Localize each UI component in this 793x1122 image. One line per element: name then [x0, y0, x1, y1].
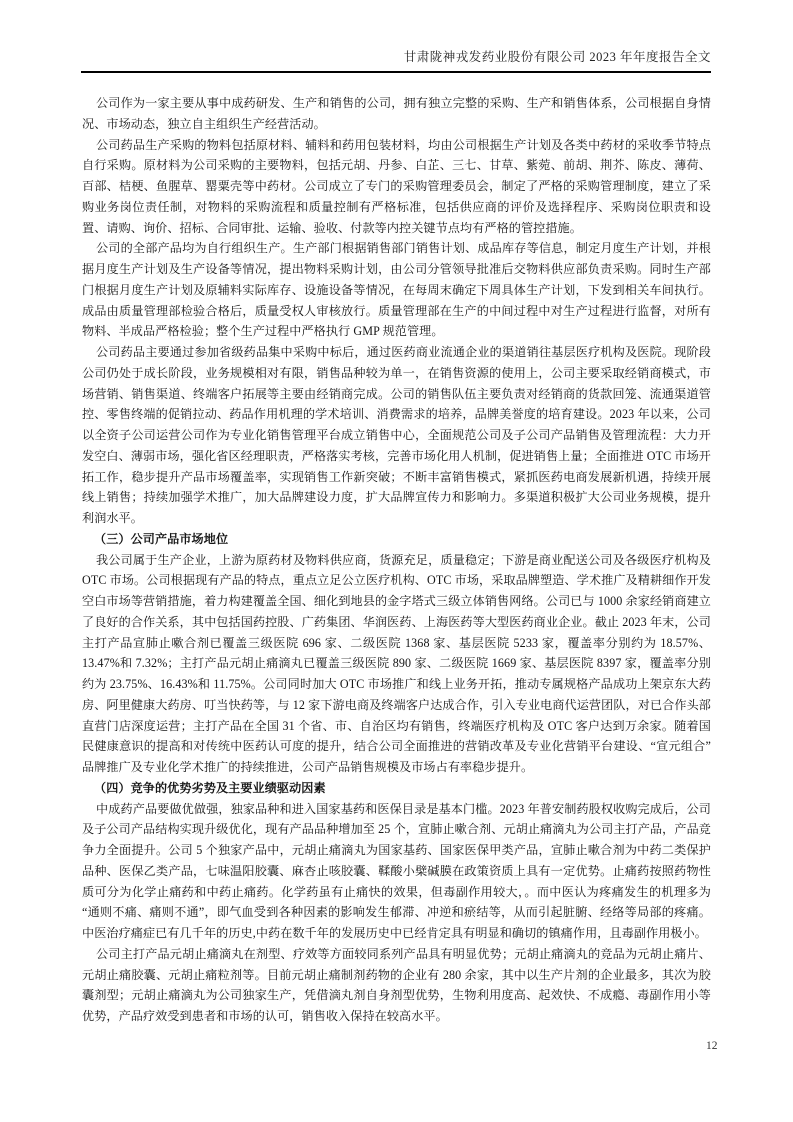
paragraph-competitive-advantages: 中成药产品要做优做强，独家品种和进入国家基药和医保目录是基本门槛。2023 年普安制药股权收购完成后，公司及子公司产品结构实现升级优化，现有产品品种增加至 25 个，宣肺止嗽合剂、元胡止痛滴丸为公司主打产品，产品竞争力全面提升。公司 5 个独家产品中，元胡止痛滴丸为国家基药、国家医保甲类产品，宣肺止嗽合剂为中药二类保护品种、医保乙类产品，七味温阳胶囊、麻杏止咳胶囊、鞣酸小檗碱膜在政策资质上具有一定优势。止痛药按照药物性质可分为化学止痛药和中药止痛药。化学药虽有止痛快的效果，但毒副作用较大，。而中医认为疼痛发生的机理多为“通则不痛、痛则不通”，即气血受到各种因素的影响发生郁滞、冲逆和瘀结等，从而引起脏腑、经络等局部的疼痛。中医治疗痛症已有几千年的历史,中药在数千年的发展历史中已经肯定具有明显和确切的镇痛作用，且毒副作用极小。 — [82, 801, 711, 940]
section-heading-market-position: （三）公司产品市场地位 — [94, 531, 229, 546]
paragraph-business-overview: 公司作为一家主要从事中成药研发、生产和销售的公司，拥有独立完整的采购、生产和销售体系，公司根据自身情况、市场动态，独立自主组织生产经营活动。 — [82, 96, 711, 131]
paragraph-production: 公司的全部产品均为自行组织生产。生产部门根据销售部门销售计划、成品库存等信息，制定月度生产计划，并根据月度生产计划及生产设备等情况，提出物料采购计划，由公司分管领导批准后交物料供应部负责采购。同时生产部门根据月度生产计划及原辅料实际库存、设施设备等情况，在每周末确定下周具体生产计划，下发到相关车间执行。成品由质量管理部检验合格后，质量受权人审核放行。质量管理部在生产的中间过程中对生产过程进行监督，对所有物料、半成品严格检验；整个生产过程中严格执行 GMP 规范管理。 — [82, 241, 711, 339]
report-body — [82, 93, 711, 1027]
paragraph-flagship-product: 公司主打产品元胡止痛滴丸在剂型、疗效等方面较同系列产品具有明显优势；元胡止痛滴丸的竞品为元胡止痛片、元胡止痛胶囊、元胡止痛粒剂等。目前元胡止痛制剂药物的企业有 280 余家，其中以生产片剂的企业最多，其次为胶囊剂型；元胡止痛滴丸为公司独家生产，凭借滴丸剂自身剂型优势，生物利用度高、起效快、不成瘾、毒副作用小等优势，产品疗效受到患者和市场的认可，销售收入保持在较高水平。 — [82, 946, 711, 1023]
page-number: 12 — [706, 1040, 718, 1052]
report-header-title: 甘肃陇神戎发药业股份有限公司 2023 年年度报告全文 — [403, 50, 711, 64]
paragraph-procurement: 公司药品生产采购的物料包括原材料、辅料和药用包装材料，均由公司根据生产计划及各类中药材的采收季节特点自行采购。原材料为公司采购的主要物料，包括元胡、丹参、白芷、三七、甘草、紫菀、前胡、荆芥、陈皮、薄荷、百部、桔梗、鱼腥草、罂粟壳等中药材。公司成立了专门的采购管理委员会，制定了严格的采购管理制度，建立了采购业务岗位责任制，对物料的采购流程和质量控制有严格标准，包括供应商的评价及选择程序、采购岗位职责和设置、请购、询价、招标、合同审批、运输、验收、付款等内控关键节点均有严格的管控措施。 — [82, 137, 711, 235]
paragraph-sales-model: 公司药品主要通过参加省级药品集中采购中标后，通过医药商业流通企业的渠道销往基层医疗机构及医院。现阶段公司仍处于成长阶段，业务规模相对有限，销售品种较为单一，在销售资源的使用上，公司主要采取经销商模式，市场营销、销售渠道、终端客户拓展等主要由经销商完成。公司的销售队伍主要负责对经销商的货款回笼、流通渠道管控、零售终端的促销拉动、药品作用机理的学术培训、消费需求的培养，品牌美誉度的培育建设。2023 年以来，公司以全资子公司运营公司作为专业化销售管理平台成立销售中心，全面规范公司及子公司产品销售及管理流程：大力开发空白、薄弱市场，强化省区经理职责，严格落实考核，完善市场化用人机制，促进销售上量；全面推进 OTC 市场开拓工作，稳步提升产品市场覆盖率，实现销售工作新突破；不断丰富销售模式，紧抓医药电商发展新机遇，持续开展线上销售；持续加强学术推广，加大品牌建设力度，扩大品牌宣传力和影响力。多渠道积极扩大公司业务规模，提升利润水平。 — [82, 345, 711, 525]
header-divider — [81, 71, 711, 73]
section-heading-competitive-advantages: （四）竞争的优势劣势及主要业绩驱动因素 — [94, 780, 326, 795]
paragraph-market-position: 我公司属于生产企业，上游为原药材及物料供应商，货源充足，质量稳定；下游是商业配送公司及各级医疗机构及 OTC 市场。公司根据现有产品的特点，重点立足公立医疗机构、OTC 市场，采取品牌塑造、学术推广及精耕细作开发空白市场等营销措施，着力构建覆盖全国、细化到地县的金字塔式三级立体销售网络。公司已与 1000 余家经销商建立了良好的合作关系，其中包括国药控股、广药集团、华润医药、上海医药等大型医药商业企业。截止 2023 年末，公司主打产品宣肺止嗽合剂已覆盖三级医院 696 家、二级医院 1368 家、基层医院 5233 家，覆盖率分别约为 18.57%、13.47%和 7.32%；主打产品元胡止痛滴丸已覆盖三级医院 890 家、二级医院 1669 家、基层医院 8397 家，覆盖率分别约为 23.75%、16.43%和 11.75%。公司同时加大 OTC 市场推广和线上业务开拓，推动专属规格产品成功上架京东大药房、阿里健康大药房、叮当快药等，与 12 家下游电商及终端客户达成合作，引入专业电商代运营团队，对已合作头部直营门店深度运营；主打产品在全国 31 个省、市、自治区均有销售，终端医疗机构及 OTC 客户达到万余家。随着国民健康意识的提高和对传统中医药认可度的提升，结合公司全面推进的营销改革及专业化营销平台建设、“宣元组合”品牌推广及专业化学术推广的持续推进，公司产品销售规模及市场占有率稳步提升。 — [82, 552, 711, 774]
